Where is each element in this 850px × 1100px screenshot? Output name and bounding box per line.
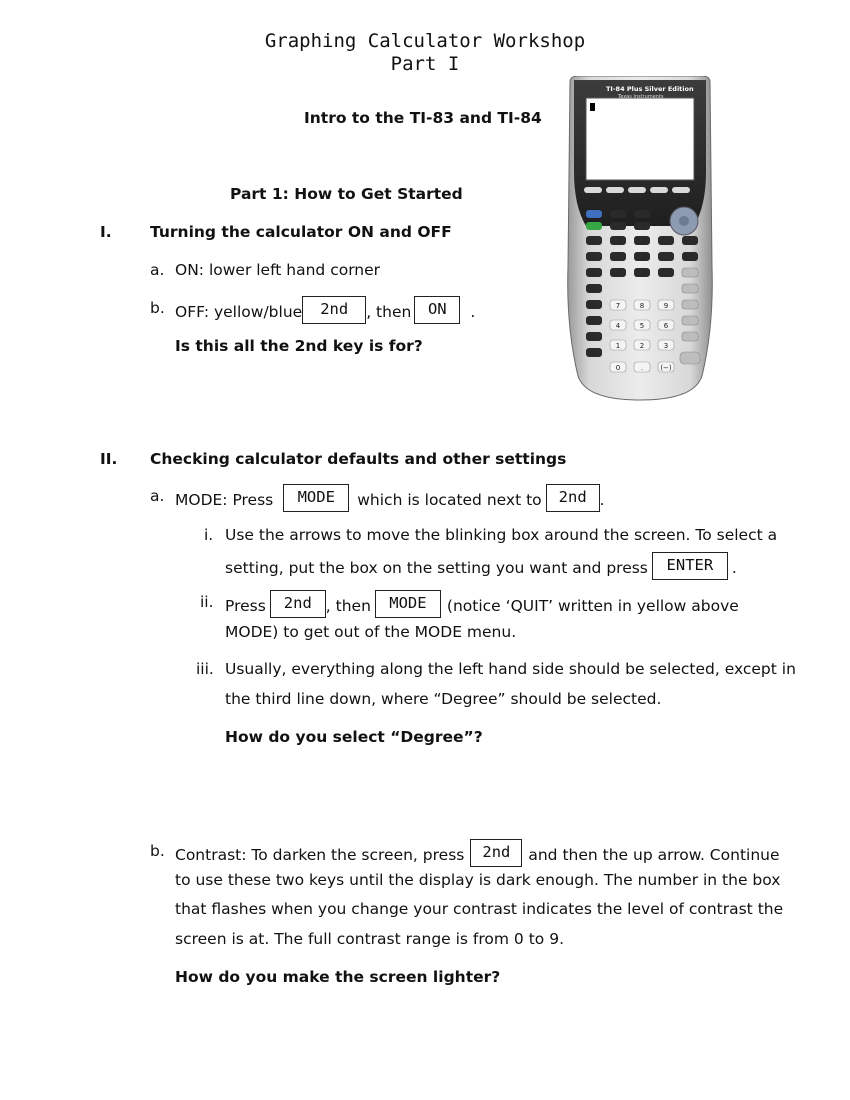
sub-i-label: i. <box>204 526 214 544</box>
section1-item-a-text: ON: lower left hand corner <box>175 261 381 279</box>
press-text: Press <box>225 597 266 615</box>
period-text: . <box>599 491 605 509</box>
key-2nd: 2nd <box>470 839 522 867</box>
section2-item-b-line4: screen is at. The full contrast range is from 0 to 9. <box>175 930 564 948</box>
sub-iii-line1: Usually, everything along the left hand side should be selected, except in <box>225 660 796 678</box>
mode-press-text: MODE: Press <box>175 491 274 509</box>
sub-ii-line1 <box>225 593 739 621</box>
key-mode: MODE <box>375 590 441 618</box>
sub-i-line2-text: setting, put the box on the setting you want and press <box>225 559 648 577</box>
svg-text:8: 8 <box>639 302 645 310</box>
located-text: which is located next to <box>357 491 542 509</box>
section2-item-b-line1 <box>175 842 780 870</box>
key-2nd: 2nd <box>270 590 326 618</box>
section2-item-a <box>175 487 605 515</box>
up-arrow-text: and then the up arrow. Continue <box>528 846 780 864</box>
period-text: . <box>731 559 737 577</box>
sub-i-line1: Use the arrows to move the blinking box around the screen. To select a <box>225 526 778 544</box>
calculator-illustration <box>566 76 714 402</box>
off-text: OFF: yellow/blue <box>175 303 303 321</box>
section2-item-b-label: b. <box>150 842 165 860</box>
calculator-brand: TI-84 Plus Silver Edition <box>606 85 694 93</box>
svg-text:3: 3 <box>663 342 669 350</box>
svg-text:2: 2 <box>639 342 645 350</box>
sub-iii-line2: the third line down, where “Degree” should be selected. <box>225 690 662 708</box>
sub-iii-label: iii. <box>196 660 214 678</box>
section1-item-a-label: a. <box>150 261 165 279</box>
section2-item-a-label: a. <box>150 487 165 505</box>
question-degree: How do you select “Degree”? <box>225 728 483 746</box>
sub-i-line2 <box>225 555 737 583</box>
sub-ii-line2: MODE) to get out of the MODE menu. <box>225 623 517 641</box>
svg-text:4: 4 <box>615 322 621 330</box>
page-subtitle: Part I <box>390 53 460 75</box>
key-2nd: 2nd <box>546 484 600 512</box>
key-enter: ENTER <box>652 552 728 580</box>
contrast-text: Contrast: To darken the screen, press <box>175 846 465 864</box>
then-text: , then <box>366 303 412 321</box>
section2-numeral: II. <box>100 450 118 468</box>
question-lighter: How do you make the screen lighter? <box>175 968 501 986</box>
section1-numeral: I. <box>100 223 112 241</box>
svg-text:0: 0 <box>615 364 621 372</box>
section2-item-b-line3: that flashes when you change your contrast indicates the level of contrast the <box>175 900 784 918</box>
key-2nd: 2nd <box>302 296 366 324</box>
svg-text:1: 1 <box>615 342 621 350</box>
svg-text:.: . <box>640 364 644 372</box>
sub-ii-label: ii. <box>200 593 214 611</box>
then-text: , then <box>325 597 371 615</box>
period-text: . <box>470 303 476 321</box>
section2-item-b-line2: to use these two keys until the display is dark enough. The number in the box <box>175 871 781 889</box>
key-mode: MODE <box>283 484 349 512</box>
calculator-image <box>566 76 714 402</box>
quit-note-text: (notice ‘QUIT’ written in yellow above <box>446 597 739 615</box>
section1-item-b-label: b. <box>150 299 165 317</box>
key-on: ON <box>414 296 460 324</box>
svg-text:9: 9 <box>663 302 669 310</box>
part-heading: Part 1: How to Get Started <box>230 185 463 203</box>
svg-text:6: 6 <box>663 322 669 330</box>
intro-heading: Intro to the TI-83 and TI-84 <box>304 109 542 127</box>
svg-text:(−): (−) <box>660 364 672 372</box>
svg-text:5: 5 <box>639 322 645 330</box>
calculator-maker: Texas Instruments <box>618 94 664 100</box>
section1-heading: Turning the calculator ON and OFF <box>150 223 452 241</box>
section1-question: Is this all the 2nd key is for? <box>175 337 423 355</box>
svg-text:7: 7 <box>615 302 621 310</box>
page-title: Graphing Calculator Workshop <box>264 30 586 52</box>
section2-heading: Checking calculator defaults and other settings <box>150 450 567 468</box>
section1-item-b <box>175 299 475 327</box>
